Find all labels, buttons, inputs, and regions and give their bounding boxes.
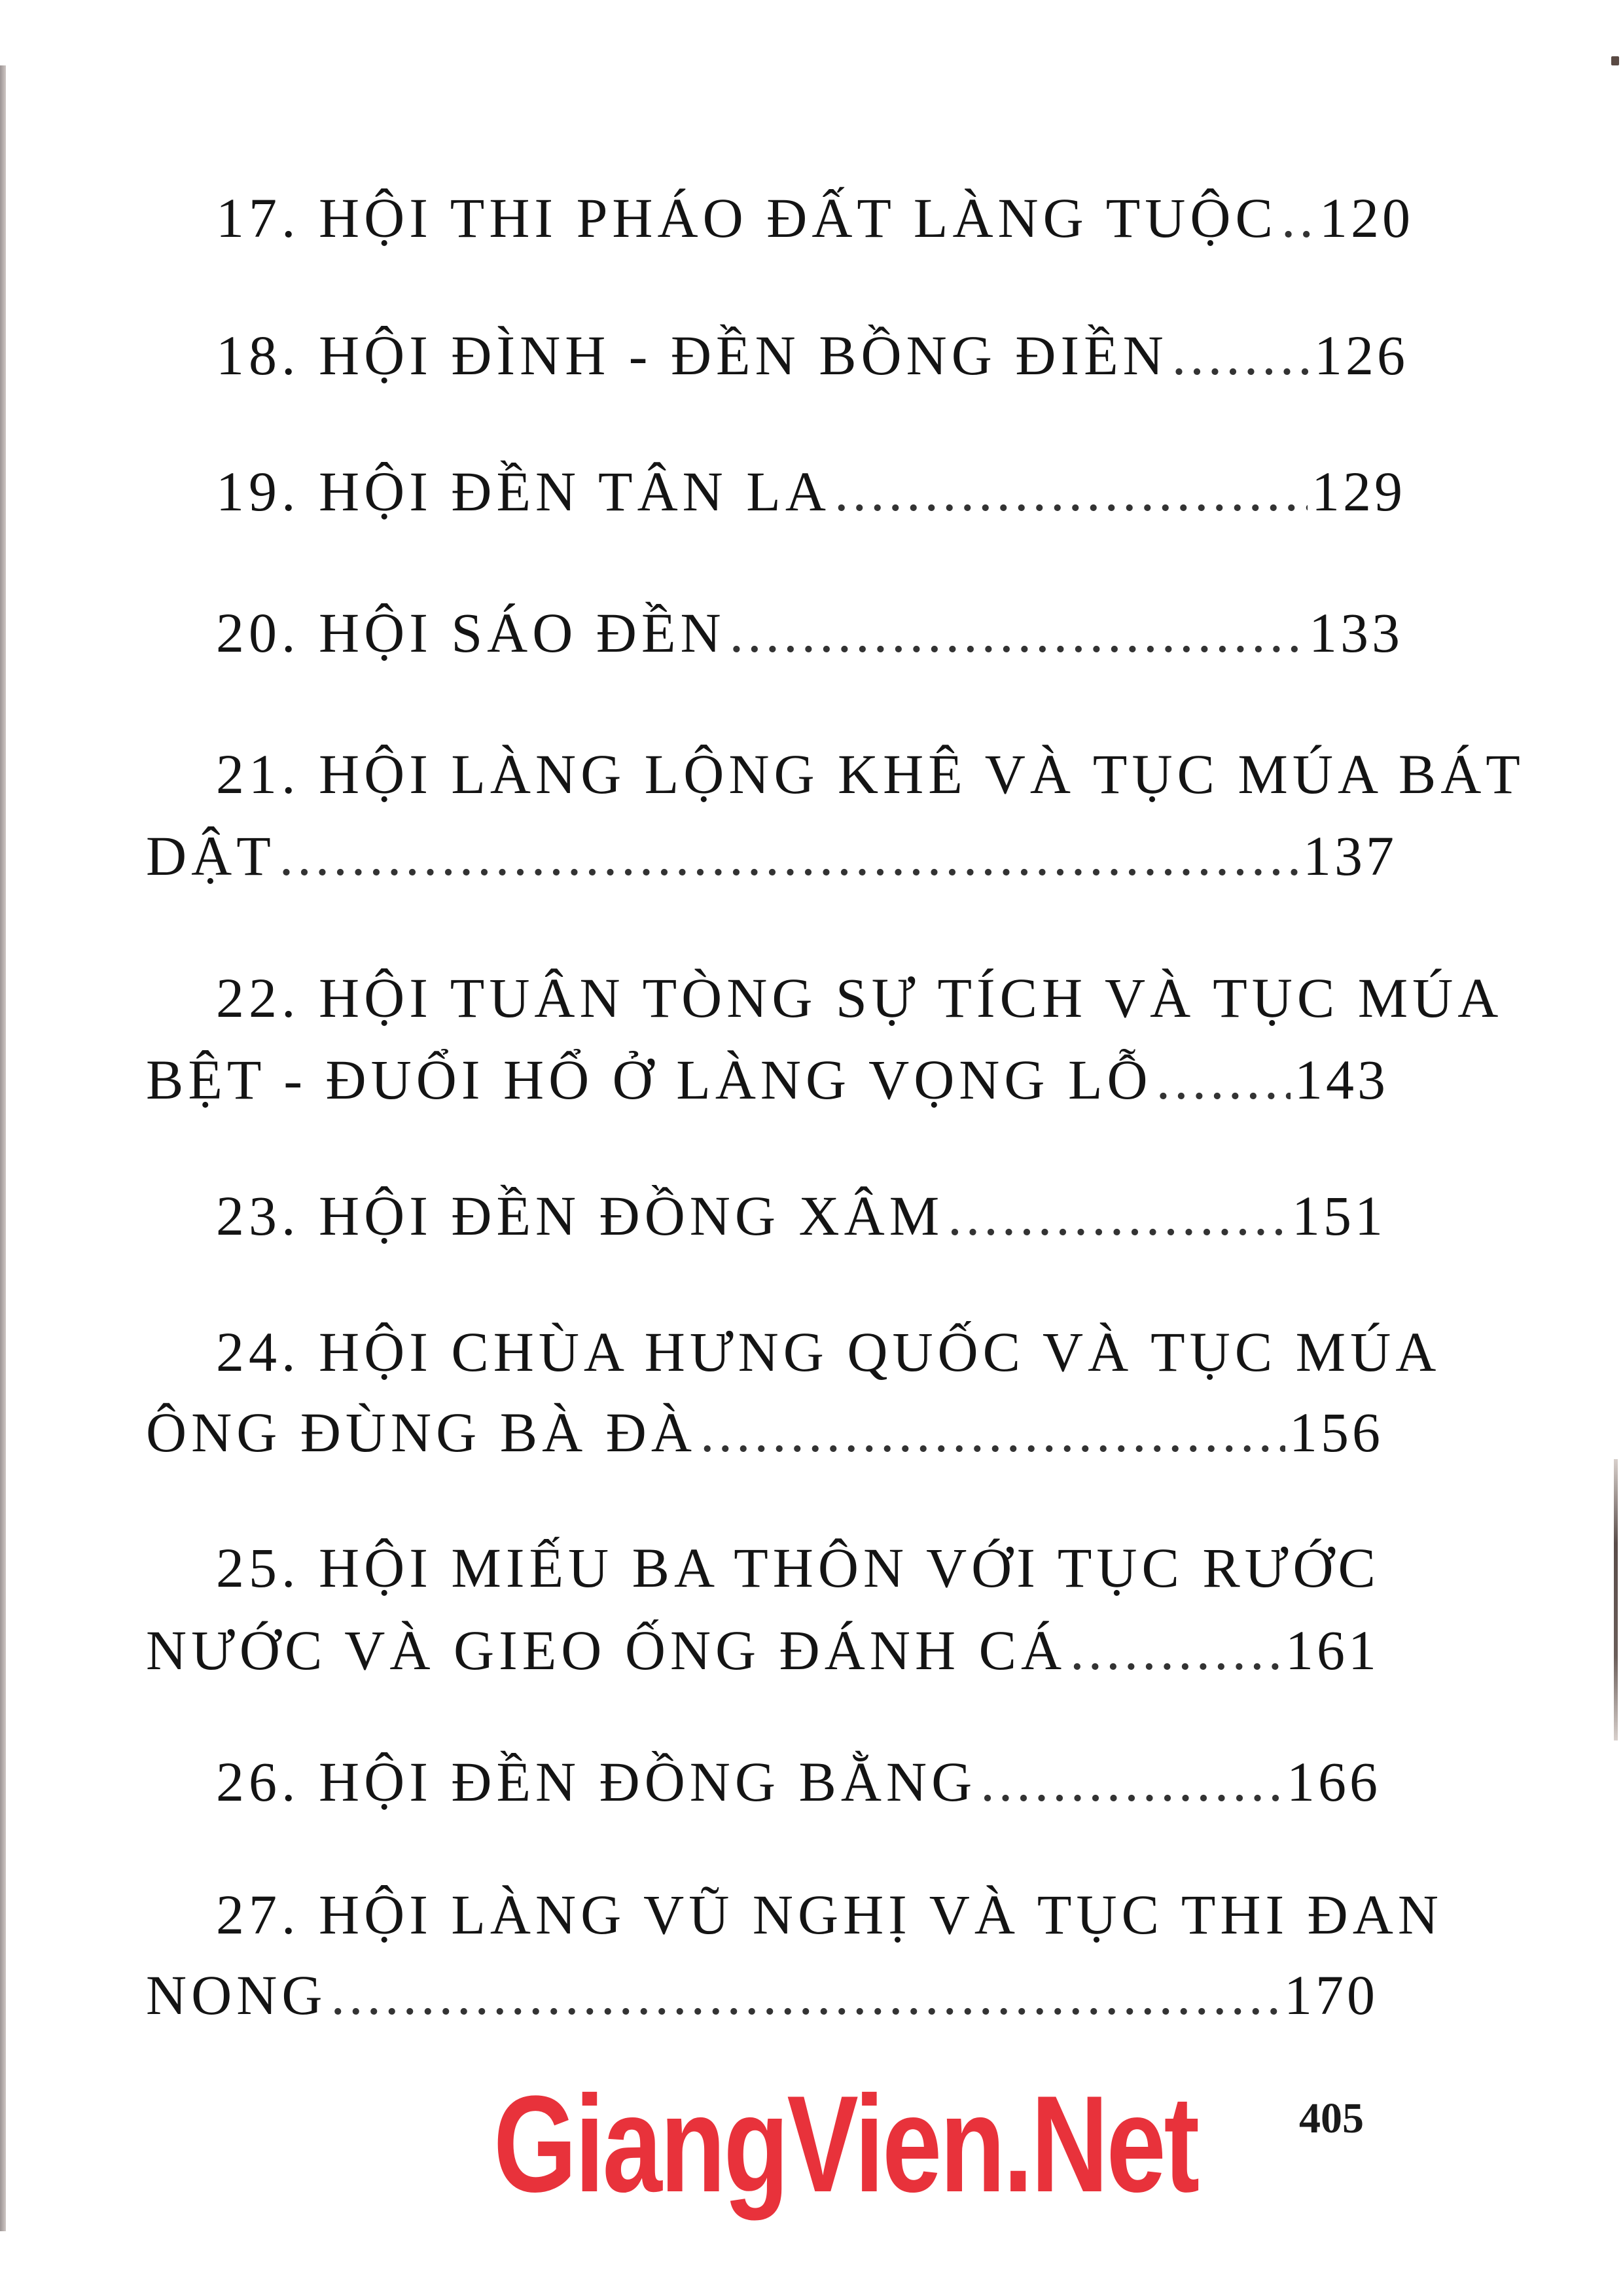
toc-entry-17[interactable] [216, 186, 1414, 249]
page-number: 405 [1299, 2094, 1364, 2142]
dot-leader [730, 605, 1305, 661]
toc-entry-title: 17. HỘI THI PHÁO ĐẤT LÀNG TUỘC [216, 186, 1277, 249]
toc-entry-19[interactable] [216, 460, 1406, 523]
scan-speck [1611, 56, 1619, 65]
toc-entry-page: 120 [1319, 186, 1414, 249]
toc-entry-title: 18. HỘI ĐÌNH - ĐỀN BỒNG ĐIỀN [216, 324, 1168, 387]
toc-entry-page: 161 [1285, 1619, 1380, 1682]
toc-entry-line [216, 1536, 1383, 1599]
toc-entry-page: 166 [1287, 1750, 1381, 1813]
toc-entry-title: 20. HỘI SÁO ĐỀN [216, 601, 726, 664]
toc-entry-title: 19. HỘI ĐỀN TÂN LA [216, 460, 830, 523]
toc-entry-page: 151 [1292, 1184, 1386, 1247]
toc-entry-title-cont: DẬT [146, 824, 276, 887]
toc-entry-line [146, 1619, 1380, 1682]
page-left-edge-shadow [0, 65, 6, 2231]
toc-entry-line [146, 824, 1397, 887]
toc-entry-title: 25. HỘI MIẾU BA THÔN VỚI TỤC RƯỚC [216, 1536, 1380, 1599]
toc-entry-title: 24. HỘI CHÙA HƯNG QUỐC VÀ TỤC MÚA [216, 1320, 1441, 1383]
toc-entry-line [216, 743, 1525, 805]
toc-entry-title: 21. HỘI LÀNG LỘNG KHÊ VÀ TỤC MÚA BÁT [216, 743, 1525, 805]
dot-leader [700, 1404, 1285, 1460]
toc-entry-title-cont: BỆT - ĐUỔI HỔ Ở LÀNG VỌNG LỖ [146, 1048, 1152, 1111]
toc-entry-line [216, 1883, 1443, 1946]
dot-leader [1156, 1051, 1291, 1108]
toc-entry-title: 26. HỘI ĐỀN ĐỒNG BẰNG [216, 1750, 977, 1813]
toc-entry-title: 27. HỘI LÀNG VŨ NGHỊ VÀ TỤC THI ĐAN [216, 1883, 1443, 1946]
toc-entry-title-cont: ÔNG ĐÙNG BÀ ĐÀ [146, 1401, 696, 1464]
toc-entry-20[interactable] [216, 601, 1403, 664]
toc-entry-23[interactable] [216, 1184, 1386, 1247]
toc-entry-page: 143 [1294, 1048, 1389, 1111]
toc-entry-line [146, 1964, 1378, 2026]
toc-entry-line [146, 1401, 1383, 1464]
dot-leader [1070, 1622, 1281, 1678]
watermark-logo: GiangVien.Net [493, 2067, 1198, 2221]
toc-entry-page: 137 [1303, 824, 1397, 887]
toc-entry-title: 22. HỘI TUÂN TÒNG SỰ TÍCH VÀ TỤC MÚA [216, 966, 1503, 1029]
dot-leader [1281, 190, 1315, 246]
dot-leader [834, 463, 1308, 520]
toc-entry-line [146, 1048, 1389, 1111]
toc-entry-26[interactable] [216, 1750, 1381, 1813]
toc-entry-title: 23. HỘI ĐỀN ĐỒNG XÂM [216, 1184, 944, 1247]
toc-entry-page: 126 [1314, 324, 1408, 387]
toc-entry-page: 156 [1289, 1401, 1383, 1464]
toc-entry-title-cont: NƯỚC VÀ GIEO ỐNG ĐÁNH CÁ [146, 1619, 1067, 1682]
dot-leader [980, 1754, 1283, 1810]
page-right-edge-shadow [1614, 1459, 1618, 1740]
toc-entry-page: 133 [1309, 601, 1403, 664]
toc-entry-line [216, 1320, 1441, 1383]
toc-entry-line [216, 966, 1503, 1029]
toc-entry-page: 129 [1311, 460, 1406, 523]
dot-leader [279, 828, 1299, 884]
dot-leader [330, 1967, 1280, 2023]
toc-entry-title-cont: NONG [146, 1964, 327, 2026]
toc-entry-18[interactable] [216, 324, 1408, 387]
toc-entry-page: 170 [1284, 1964, 1378, 2026]
dot-leader [948, 1188, 1288, 1244]
dot-leader [1172, 327, 1310, 383]
